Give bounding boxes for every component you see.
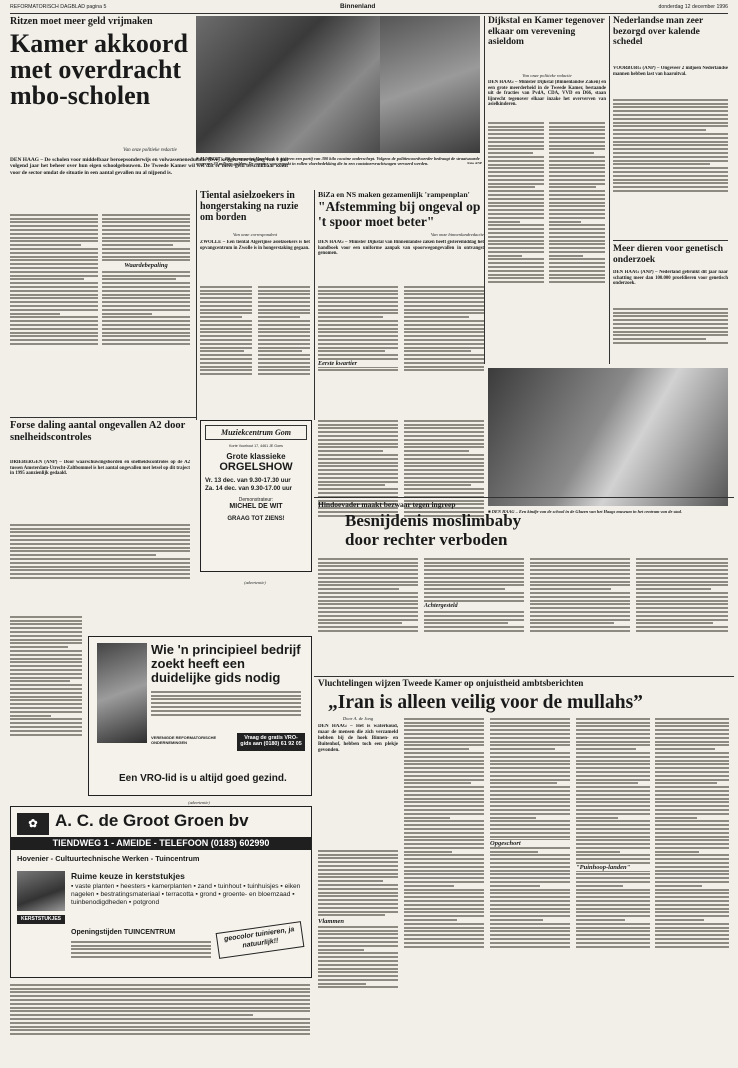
section-rule bbox=[314, 497, 734, 498]
orgel-title-1: Grote klassieke bbox=[226, 452, 286, 461]
vro-headline-1: Wie 'n principieel bedrijf bbox=[151, 642, 301, 657]
lead-kicker: Ritzen moet meer geld vrijmaken bbox=[10, 16, 153, 27]
orgel-time-2: van 9.30-17.00 uur bbox=[238, 485, 293, 492]
degroot-items: ▪ vaste planten ▪ heesters ▪ kamerplanten ▪ zand ▪ tuinhout ▪ tuinhuisjes ▪ eiken nagelen ▪ bestratingsmateriaal ▪ terracotta ▪ grond ▪ groente- en bloemzaad ▪ tuinbenodigdheden ▪ potgrond bbox=[71, 883, 301, 906]
iran-body-col1 bbox=[318, 848, 398, 1058]
asiel-body-col2 bbox=[258, 284, 310, 419]
orgel-date-row-1 bbox=[205, 477, 307, 484]
kalende-intro: VOORBURG (ANP) – Ongeveer 2 miljoen Nederlandse mannen hebben last van haaruitval. bbox=[613, 66, 728, 77]
biza-kicker: BiZa en NS maken gezamenlijk 'rampenplan' bbox=[318, 190, 470, 199]
iran-kicker: Vluchtelingen wijzen Tweede Kamer op onjuistheid ambtsberichten bbox=[318, 678, 584, 688]
genetisch-headline: Meer dieren voor genetisch onderzoek bbox=[613, 244, 724, 265]
column-rule bbox=[196, 190, 197, 420]
orgel-time-1: van 9.30-17.30 uur bbox=[237, 477, 291, 484]
iran-subhead-puinhoop: "Puinhoop-landen" bbox=[576, 864, 650, 871]
moslim-subhead: Achtergesteld bbox=[424, 603, 524, 609]
degroot-name: A. C. de Groot Groen bv bbox=[55, 811, 249, 830]
moslim-body-col4 bbox=[636, 556, 728, 668]
lead-headline-3: mbo-scholen bbox=[10, 81, 151, 110]
biza-headline: "Afstemming bij ongeval op 't spoor moet beter" bbox=[318, 199, 481, 229]
ad-label-1: (advertentie) bbox=[244, 580, 266, 585]
column-rule bbox=[484, 16, 485, 364]
lead-byline: Van onze politieke redactie bbox=[123, 148, 177, 153]
lead-intro: DEN HAAG – De scholen voor middelbaar beroepsonderwijs en volwasseneneducatie (bve) krijgen met ingang van 1 juli volgend jaar het beheer over hun eigen schoolgebouwen. De Tweede Kamer wil wel dat er meer geld beschikbaar komt voor de sector omdat de situatie in een aantal gevallen nu al nijpend is. bbox=[10, 157, 288, 176]
moslim-headline-2: door rechter verboden bbox=[345, 530, 508, 549]
forse-body bbox=[10, 522, 190, 608]
iran-subhead-opgeschort: Opgeschort bbox=[490, 840, 570, 847]
orgel-advertisement[interactable] bbox=[200, 420, 312, 572]
iran-body-col3 bbox=[490, 716, 570, 1058]
asiel-byline: Van onze correspondent bbox=[233, 232, 277, 237]
header-date: donderdag 12 december 1996 bbox=[658, 4, 728, 10]
orgel-address: Korte Voorhout 17, 4461 JE Goes bbox=[229, 444, 283, 448]
section-rule bbox=[10, 417, 196, 418]
kalende-headline: Nederlandse man zeer bezorgd over kalende schedel bbox=[613, 16, 704, 47]
orgel-title-2: ORGELSHOW bbox=[219, 461, 293, 473]
column-rule bbox=[609, 16, 610, 364]
degroot-hours-title: Openingstijden TUINCENTRUM bbox=[71, 929, 176, 936]
photo-customs-right bbox=[380, 16, 480, 153]
dijkstal-body-col2 bbox=[549, 120, 605, 365]
degroot-hours bbox=[71, 939, 211, 971]
header-paper-name: REFORMATORISCH DAGBLAD pagina 5 bbox=[10, 4, 107, 10]
iran-headline: „Iran is alleen veilig voor de mullahs” bbox=[328, 692, 643, 713]
column-rule bbox=[314, 190, 315, 420]
moslim-body-col3 bbox=[530, 556, 630, 668]
vro-order-badge[interactable]: Vraag de gratis VRO-gids aan (0180) 61 92 05 bbox=[237, 733, 305, 751]
iran-byline: Door A. de Jong bbox=[342, 716, 374, 721]
vro-headline-3: duidelijke gids nodig bbox=[151, 670, 281, 685]
lieuvert-caption: ■ DEN HAAG – Een kindje van de school in de Glazen van het Haags museum in het centrum van de stad. bbox=[488, 509, 682, 514]
photo-caption-text: ■ ZUNDERT – Bij de prenspoot Hazeldonk is gisteren een partij van 300 kilo cocaïne onderschept. Volgens de politiewoordvoerder bedraagt de straatwaarde ongeveer 30 miljoen gulden. De cocaïne was verpakt in rollen vloerbedekking die in een containervrachtwagen vervoerd werden. bbox=[196, 156, 480, 167]
section-rule bbox=[314, 676, 734, 677]
lead-body-col2 bbox=[102, 212, 190, 412]
vro-guide-image bbox=[97, 643, 147, 743]
moslim-headline-1: Besnijdenis moslimbaby bbox=[345, 511, 522, 530]
photo-customs bbox=[196, 16, 380, 153]
vro-tagline: Een VRO-lid is u altijd goed gezind. bbox=[119, 773, 287, 784]
iran-body-col2 bbox=[404, 716, 484, 1058]
degroot-subhead: Ruime keuze in kerststukjes bbox=[71, 871, 185, 881]
iran-intro: DEN HAAG – Het is waterkoud, maar de mensen die zich verzameld hebben bij de hoek Binnen- en Buitenhof, hebben toch een plekje gevonden. bbox=[318, 724, 398, 753]
biza-byline: Van onze binnenlandredactie bbox=[430, 232, 484, 237]
iran-body-col4 bbox=[576, 716, 650, 1058]
degroot-address-bar: TIENDWEG 1 - AMEIDE - TELEFOON (0183) 602990 bbox=[11, 837, 311, 850]
asiel-intro: ZWOLLE – Een tiental Algerijnse asielzoekers is het opvangcentrum in Zwolle is in hongerstaking gegaan. bbox=[200, 240, 310, 251]
vro-org: VERENIGDE REFORMATORISCHE ONDERNEMINGEN bbox=[151, 735, 217, 745]
vro-headline-2: zoekt heeft een bbox=[151, 656, 245, 671]
iran-subhead-vlammen: Vlammen bbox=[318, 918, 398, 925]
moslim-body-col1 bbox=[318, 556, 418, 668]
lead-subhead: Waardebepaling bbox=[102, 262, 190, 269]
page-header bbox=[10, 4, 728, 12]
orgel-date-2: Za. 14 dec. bbox=[205, 485, 237, 492]
orgel-free: GRAAG TOT ZIENS! bbox=[227, 516, 285, 522]
forse-intro: DRIEBERGEN (ANP) – Door waarschuwingsborden en snelheidscontroles op de A2 tussen Amsterdam-Utrecht-Zaltbommel is het aantal ongevallen met letsel op dit traject in 1995 aanzienlijk gedaald. bbox=[10, 460, 190, 477]
dijkstal-byline: Van onze politieke redactie bbox=[522, 73, 572, 78]
vro-advertisement[interactable] bbox=[88, 636, 312, 796]
kalende-body bbox=[613, 97, 728, 237]
dijkstal-body-col1 bbox=[488, 120, 544, 365]
degroot-sub: Hovenier - Cultuurtechnische Werken - Tuincentrum bbox=[17, 854, 200, 863]
section-rule bbox=[613, 240, 728, 241]
genetisch-body bbox=[613, 306, 728, 364]
bottom-left-filler bbox=[10, 982, 310, 1062]
orgel-date-1: Vr. 13 dec. bbox=[205, 477, 236, 484]
dijkstal-intro: DEN HAAG – Minister Dijkstal (Binnenlandse Zaken) en een grote meerderheid in de Tweede Kamer, bestaande uit de fracties van PvdA, CDA, VVD en D66, staan lijnrecht tegenover elkaar inzake het oververven van asielkinderen. bbox=[488, 80, 606, 108]
dijkstal-headline: Dijkstal en Kamer tegenover elkaar om verevening asieldom bbox=[488, 16, 605, 47]
degroot-logo: ✿ bbox=[17, 813, 49, 835]
orgel-demonstrator: MICHEL DE WIT bbox=[229, 503, 283, 510]
biza-intro: DEN HAAG – Minister Dijkstal van Binnenlandse zaken heeft gisteremiddag het handboek voor een uniforme aanpak van spoorwegongevallen in ontvangst genomen. bbox=[318, 240, 484, 257]
lead-headline-1: Kamer akkoord bbox=[10, 29, 188, 58]
degroot-advertisement[interactable] bbox=[10, 806, 312, 978]
biza-body-col1 bbox=[318, 284, 398, 414]
header-rule bbox=[10, 13, 728, 14]
vro-body bbox=[151, 689, 301, 729]
lead-article bbox=[10, 16, 196, 109]
orgel-demonstrator-label: Demonstrateur: bbox=[238, 497, 274, 503]
iran-body-col5 bbox=[655, 716, 729, 1058]
degroot-slogan: geocolor tuinieren, ja natuurlijk!! bbox=[216, 921, 305, 959]
biza-subhead: Eerste kwartier bbox=[318, 360, 398, 367]
forse-headline: Forse daling aantal ongevallen A2 door snelheidscontroles bbox=[10, 420, 186, 443]
degroot-wreath-image bbox=[17, 871, 65, 911]
photo-caption bbox=[196, 156, 482, 186]
orgel-brand: Muziekcentrum Gom bbox=[205, 425, 307, 440]
degroot-kerststukjes-badge: KERSTSTUKJES bbox=[17, 915, 65, 924]
asiel-headline: Tiental asielzoekers in hongerstaking na ruzie om borden bbox=[200, 190, 299, 223]
photo-credit: Foto ANP bbox=[467, 161, 482, 166]
lead-headline-2: met overdracht bbox=[10, 55, 182, 84]
ad-label-2: (advertentie) bbox=[188, 800, 210, 805]
moslim-body-col2 bbox=[424, 556, 524, 668]
orgel-date-row-2 bbox=[205, 485, 307, 492]
moslim-kicker: Hindoevader maakt bezwaar tegen ingreep bbox=[318, 500, 456, 509]
photo-lieuvert bbox=[488, 368, 728, 506]
lead-body-col1 bbox=[10, 212, 98, 412]
asiel-body-col1 bbox=[200, 284, 252, 419]
left-column-filler bbox=[10, 614, 82, 794]
header-section: Binnenland bbox=[340, 3, 376, 10]
genetisch-intro: DEN HAAG (ANP) – Nederland gebruikt dit jaar naar schatting meer dan 100.000 proefdieren voor genetisch onderzoek. bbox=[613, 270, 728, 287]
biza-body-col2 bbox=[404, 284, 484, 414]
